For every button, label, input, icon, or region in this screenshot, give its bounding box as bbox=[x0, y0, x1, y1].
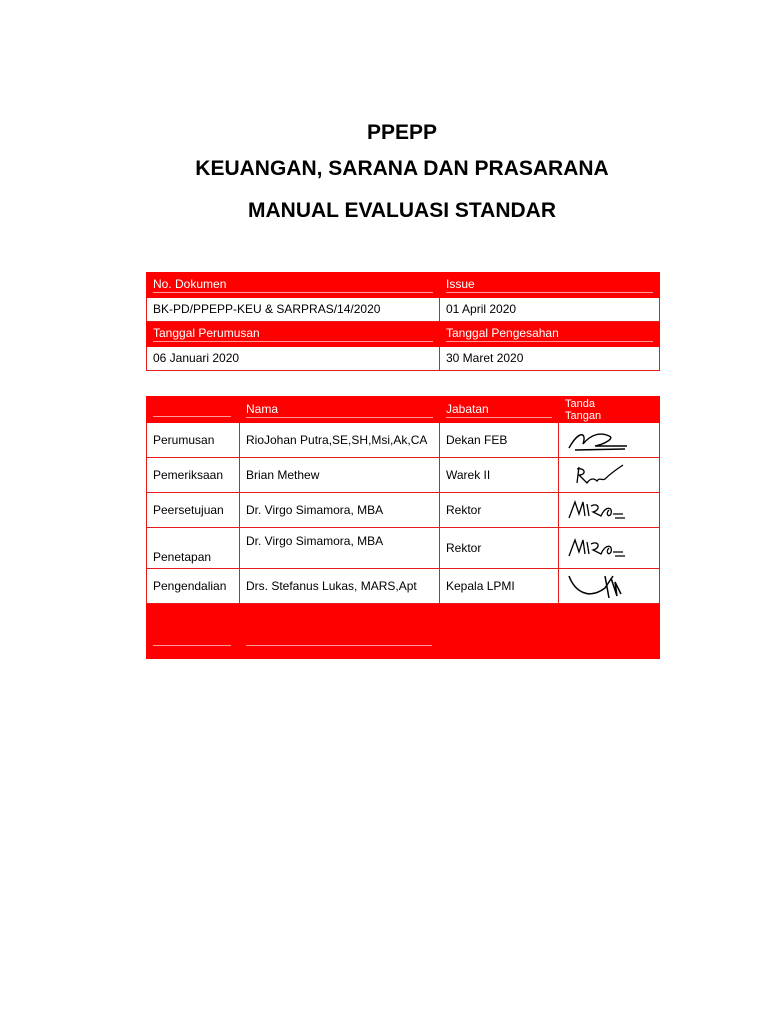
table-row bbox=[147, 569, 660, 604]
name-cell: Dr. Virgo Simamora, MBA bbox=[240, 528, 440, 569]
value-tanggal-perumusan: 06 Januari 2020 bbox=[147, 346, 440, 371]
empty-red-row bbox=[147, 604, 660, 659]
position-cell: Warek II bbox=[440, 458, 559, 493]
name-cell: Drs. Stefanus Lukas, MARS,Apt bbox=[240, 569, 440, 604]
signature-image bbox=[565, 461, 631, 489]
doc-title-line2: KEUANGAN, SARANA DAN PRASARANA bbox=[195, 157, 609, 180]
empty-cell bbox=[440, 604, 559, 659]
signature-cell bbox=[559, 569, 660, 604]
position-cell: Rektor bbox=[440, 493, 559, 528]
role-cell: Perumusan bbox=[147, 423, 240, 458]
role-cell: Pemeriksaan bbox=[147, 458, 240, 493]
signature-image bbox=[565, 496, 631, 524]
label-no-dokumen: No. Dokumen bbox=[147, 273, 440, 298]
table-row bbox=[147, 493, 660, 528]
value-no-dokumen: BK-PD/PPEPP-KEU & SARPRAS/14/2020 bbox=[147, 297, 440, 322]
label-tanggal-perumusan: Tanggal Perumusan bbox=[147, 322, 440, 347]
info-header-row bbox=[147, 273, 660, 298]
signature-cell bbox=[559, 423, 660, 458]
role-cell: Peersetujuan bbox=[147, 493, 240, 528]
label-tanggal-pengesahan: Tanggal Pengesahan bbox=[440, 322, 660, 347]
signature-image bbox=[565, 534, 631, 562]
signature-cell bbox=[559, 493, 660, 528]
signature-header-row bbox=[147, 397, 660, 423]
value-tanggal-pengesahan: 30 Maret 2020 bbox=[440, 346, 660, 371]
role-cell: Pengendalian bbox=[147, 569, 240, 604]
signature-image bbox=[565, 572, 631, 600]
table-row bbox=[147, 458, 660, 493]
signature-cell bbox=[559, 528, 660, 569]
name-cell: RioJohan Putra,SE,SH,Msi,Ak,CA bbox=[240, 423, 440, 458]
doc-title-line3: MANUAL EVALUASI STANDAR bbox=[248, 199, 556, 222]
value-issue: 01 April 2020 bbox=[440, 297, 660, 322]
header-nama: Nama bbox=[240, 397, 440, 423]
table-row bbox=[147, 528, 660, 569]
signature-cell bbox=[559, 458, 660, 493]
empty-cell bbox=[147, 604, 240, 659]
empty-cell bbox=[240, 604, 440, 659]
info-value-row bbox=[147, 346, 660, 371]
empty-cell bbox=[559, 604, 660, 659]
name-cell: Dr. Virgo Simamora, MBA bbox=[240, 493, 440, 528]
signature-table bbox=[146, 396, 660, 659]
name-cell: Brian Methew bbox=[240, 458, 440, 493]
position-cell: Rektor bbox=[440, 528, 559, 569]
signature-image bbox=[565, 426, 631, 454]
label-issue: Issue bbox=[440, 273, 660, 298]
position-cell: Dekan FEB bbox=[440, 423, 559, 458]
document-info-table bbox=[146, 272, 660, 371]
doc-title-line1: PPEPP bbox=[366, 121, 438, 144]
info-value-row bbox=[147, 297, 660, 322]
role-cell: Penetapan bbox=[147, 528, 240, 569]
header-jabatan: Jabatan bbox=[440, 397, 559, 423]
header-blank bbox=[147, 397, 240, 423]
position-cell: Kepala LPMI bbox=[440, 569, 559, 604]
header-tanda-tangan: Tanda Tangan bbox=[559, 397, 660, 423]
table-row bbox=[147, 423, 660, 458]
info-header-row bbox=[147, 322, 660, 347]
